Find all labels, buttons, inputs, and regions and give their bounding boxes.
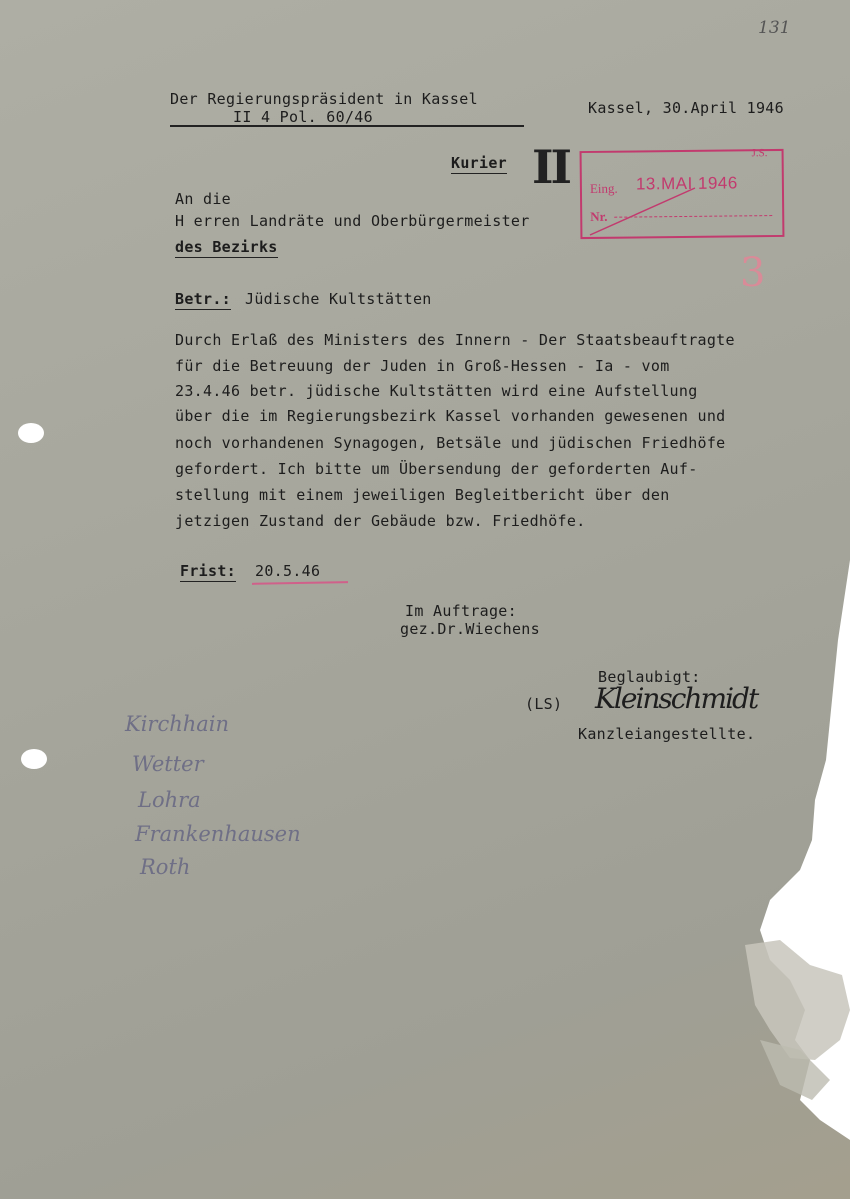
body-line: noch vorhandenen Synagogen, Betsäle und jüdischen Friedhöfe bbox=[175, 434, 726, 452]
punch-hole-upper bbox=[18, 423, 44, 443]
body-line: jetzigen Zustand der Gebäude bzw. Friedhöfe. bbox=[175, 512, 586, 530]
courier-mark: II bbox=[532, 140, 570, 194]
body-line: für die Betreuung der Juden in Groß-Hessen - Ia - vom bbox=[175, 357, 670, 375]
subject-label: Betr.: bbox=[175, 290, 231, 308]
stamp-date: 13.MAI 1946 bbox=[635, 173, 738, 194]
stamp-label-in: Eing. bbox=[589, 180, 618, 196]
body-line: 23.4.46 betr. jüdische Kultstätten wird eine Aufstellung bbox=[175, 382, 698, 400]
header-rule bbox=[170, 125, 524, 127]
signatory-title: Kanzleiangestellte. bbox=[578, 725, 756, 743]
handwritten-item: Kirchhain bbox=[125, 712, 230, 736]
body-line: über die im Regierungsbezirk Kassel vorhanden gewesenen und bbox=[175, 407, 726, 425]
page-number-annotation: 131 bbox=[758, 18, 791, 38]
handwritten-signature: Kleinschmidt bbox=[595, 682, 758, 715]
handwritten-item: Roth bbox=[140, 855, 191, 879]
subject-text: Jüdische Kultstätten bbox=[245, 290, 432, 308]
address-line-2: H erren Landräte und Oberbürgermeister bbox=[175, 212, 530, 230]
stamp-initials: J.S. bbox=[751, 147, 768, 160]
stamp-label-no: Nr. bbox=[590, 208, 608, 224]
body-line: Durch Erlaß des Ministers des Innern - Der Staatsbeauftragte bbox=[175, 331, 735, 349]
place-date: Kassel, 30.April 1946 bbox=[588, 99, 784, 117]
address-line-1: An die bbox=[175, 190, 231, 208]
deadline-date: 20.5.46 bbox=[255, 562, 321, 580]
courier-label: Kurier bbox=[451, 154, 507, 172]
stamp-pen-stroke bbox=[585, 180, 705, 240]
issuing-authority: Der Regierungspräsident in Kassel bbox=[170, 90, 478, 108]
deadline-label: Frist: bbox=[180, 562, 236, 580]
signed-by: gez.Dr.Wiechens bbox=[400, 620, 540, 638]
red-number-annotation: 3 bbox=[740, 250, 766, 296]
seal-mark: (LS) bbox=[525, 695, 563, 713]
certified-label: Beglaubigt: bbox=[598, 668, 701, 686]
body-line: gefordert. Ich bitte um Übersendung der geforderten Auf- bbox=[175, 460, 698, 478]
handwritten-item: Frankenhausen bbox=[135, 822, 301, 846]
handwritten-item: Lohra bbox=[138, 788, 201, 812]
handwritten-item: Wetter bbox=[132, 752, 204, 776]
punch-hole-lower bbox=[21, 749, 47, 769]
address-line-3: des Bezirks bbox=[175, 238, 278, 256]
order-line: Im Auftrage: bbox=[405, 602, 517, 620]
reference-number: II 4 Pol. 60/46 bbox=[233, 108, 373, 126]
body-line: stellung mit einem jeweiligen Begleitbericht über den bbox=[175, 486, 670, 504]
